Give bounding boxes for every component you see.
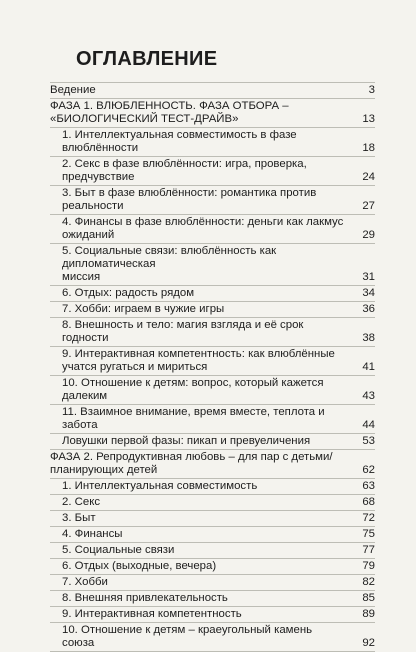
toc-entry-title-line: 5. Социальные связи: влюблённость как дипломатическая xyxy=(62,245,277,270)
toc-entry-title xyxy=(50,496,375,509)
toc-entry-title xyxy=(50,480,375,493)
toc-entry-title xyxy=(50,187,375,213)
toc-entry-title xyxy=(50,576,375,589)
toc-entry xyxy=(50,450,375,479)
toc-entry-title-line: 6. Отдых (выходные, вечера) xyxy=(62,560,217,572)
toc-entry-page-number: 85 xyxy=(362,592,375,604)
toc-entry xyxy=(50,591,375,607)
toc-entry xyxy=(50,99,375,128)
toc-entry-title-line: 10. Отношение к детям: вопрос, который кажется xyxy=(62,377,324,389)
toc-entry-page-number: 75 xyxy=(362,528,375,540)
toc-entry-page-number: 72 xyxy=(362,512,375,524)
toc-entry-title-line: 7. Хобби: играем в чужие игры xyxy=(62,303,225,315)
toc-entry-title-line: 6. Отдых: радость рядом xyxy=(62,287,195,299)
toc-entry-page-number: 29 xyxy=(362,229,375,241)
toc-entry-title-line: 9. Интерактивная компетентность xyxy=(62,608,242,620)
toc-entry xyxy=(50,495,375,511)
toc-entry-page-number: 13 xyxy=(362,113,375,125)
toc-entry-title xyxy=(50,544,375,557)
toc-entry-page-number: 41 xyxy=(362,361,375,373)
toc-entry xyxy=(50,543,375,559)
toc-entry-title-line: 9. Интерактивная компетентность: как влюблённые xyxy=(62,348,335,360)
toc-entry-page-number: 24 xyxy=(362,171,375,183)
toc-entry-page-number: 89 xyxy=(362,608,375,620)
toc-entry-title-line: 3. Быт в фазе влюблённости: романтика против xyxy=(62,187,317,199)
toc-entry xyxy=(50,318,375,347)
toc-entry-page-number: 3 xyxy=(368,84,375,96)
toc-entry xyxy=(50,302,375,318)
toc-entry xyxy=(50,405,375,434)
toc-entry-title-line: 1. Интеллектуальная совместимость xyxy=(62,480,258,492)
toc-entry xyxy=(50,215,375,244)
toc-entry xyxy=(50,511,375,527)
toc-entry-title xyxy=(50,245,375,284)
toc-entry-page-number: 34 xyxy=(362,287,375,299)
toc-entry-title xyxy=(50,592,375,605)
toc-entry-title-line: ФАЗА 1. ВЛЮБЛЕННОСТЬ. ФАЗА ОТБОРА – xyxy=(50,100,289,112)
page-title: ОГЛАВЛЕНИЕ xyxy=(76,48,218,70)
toc-entry-page-number: 68 xyxy=(362,496,375,508)
toc-entry-title xyxy=(50,100,375,126)
toc-entry-title xyxy=(50,528,375,541)
toc-entry-title-line: реальности xyxy=(62,200,124,212)
toc-entry xyxy=(50,244,375,286)
toc-entry-title xyxy=(50,512,375,525)
toc-entry-title xyxy=(50,303,375,316)
toc-entry xyxy=(50,128,375,157)
toc-entry xyxy=(50,434,375,450)
toc-entry-title-line: ожиданий xyxy=(62,229,115,241)
toc-entry-title xyxy=(50,608,375,621)
toc-entry-title xyxy=(50,624,375,650)
toc-entry-title xyxy=(50,158,375,184)
toc-entry-title-line: миссия xyxy=(62,271,101,283)
toc-entry xyxy=(50,347,375,376)
toc-entry-page-number: 44 xyxy=(362,419,375,431)
toc-entry-title-line: далеким xyxy=(62,390,108,402)
toc-entry-title-line: 8. Внешность и тело: магия взгляда и её срок годности xyxy=(62,319,304,344)
toc-entry-title-line: Ведение xyxy=(50,84,96,96)
toc-entry-title-line: ФАЗА 2. Репродуктивная любовь – для пар с детьми/ xyxy=(50,451,333,463)
toc-entry-page-number: 92 xyxy=(362,637,375,649)
toc-entry-title xyxy=(50,406,375,432)
toc-entry-title-line: 2. Секс xyxy=(62,496,101,508)
toc-entry-page-number: 18 xyxy=(362,142,375,154)
toc-entry xyxy=(50,82,375,99)
table-of-contents xyxy=(50,82,375,652)
toc-entry-title xyxy=(50,84,375,97)
toc-entry-title-line: 7. Хобби xyxy=(62,576,108,588)
toc-entry xyxy=(50,559,375,575)
toc-entry xyxy=(50,527,375,543)
toc-entry xyxy=(50,623,375,652)
toc-entry-title xyxy=(50,319,375,345)
toc-entry-title xyxy=(50,348,375,374)
toc-entry-title-line: Ловушки первой фазы: пикап и превуеличения xyxy=(62,435,311,447)
toc-entry xyxy=(50,607,375,623)
toc-entry-title-line: 3. Быт xyxy=(62,512,96,524)
toc-entry-title-line: 11. Взаимное внимание, время вместе, теплота и забота xyxy=(62,406,325,431)
toc-entry-title-line: «БИОЛОГИЧЕСКИЙ ТЕСТ-ДРАЙВ» xyxy=(50,113,239,125)
toc-entry-title-line: учатся ругаться и мириться xyxy=(62,361,208,373)
toc-entry-title xyxy=(50,451,375,477)
toc-entry-title-line: предчувствие xyxy=(62,171,135,183)
toc-entry xyxy=(50,286,375,302)
toc-entry-page-number: 82 xyxy=(362,576,375,588)
toc-entry-title-line: 4. Финансы xyxy=(62,528,123,540)
toc-entry-page-number: 27 xyxy=(362,200,375,212)
toc-entry xyxy=(50,186,375,215)
toc-entry xyxy=(50,157,375,186)
toc-entry-title-line: 8. Внешняя привлекательность xyxy=(62,592,228,604)
toc-entry-title xyxy=(50,377,375,403)
toc-entry-title xyxy=(50,435,375,448)
toc-entry-page-number: 31 xyxy=(362,271,375,283)
toc-entry-page-number: 53 xyxy=(362,435,375,447)
toc-entry-title xyxy=(50,129,375,155)
toc-entry xyxy=(50,575,375,591)
toc-entry-title-line: планирующих детей xyxy=(50,464,158,476)
toc-entry xyxy=(50,479,375,495)
toc-entry-title-line: 2. Секс в фазе влюблённости: игра, проверка, xyxy=(62,158,307,170)
toc-entry-title-line: 10. Отношение к детям – краеугольный камень союза xyxy=(62,624,313,649)
toc-entry-title-line: 5. Социальные связи xyxy=(62,544,175,556)
toc-entry-title xyxy=(50,216,375,242)
toc-entry-page-number: 36 xyxy=(362,303,375,315)
toc-entry-title xyxy=(50,560,375,573)
toc-entry-page-number: 62 xyxy=(362,464,375,476)
toc-entry-page-number: 43 xyxy=(362,390,375,402)
toc-entry-page-number: 63 xyxy=(362,480,375,492)
toc-entry xyxy=(50,376,375,405)
toc-entry-page-number: 79 xyxy=(362,560,375,572)
toc-entry-title-line: 1. Интеллектуальная совместимость в фазе влюблённости xyxy=(62,129,297,154)
toc-entry-page-number: 38 xyxy=(362,332,375,344)
toc-entry-page-number: 77 xyxy=(362,544,375,556)
toc-entry-title xyxy=(50,287,375,300)
toc-entry-title-line: 4. Финансы в фазе влюблённости: деньги как лакмус xyxy=(62,216,344,228)
